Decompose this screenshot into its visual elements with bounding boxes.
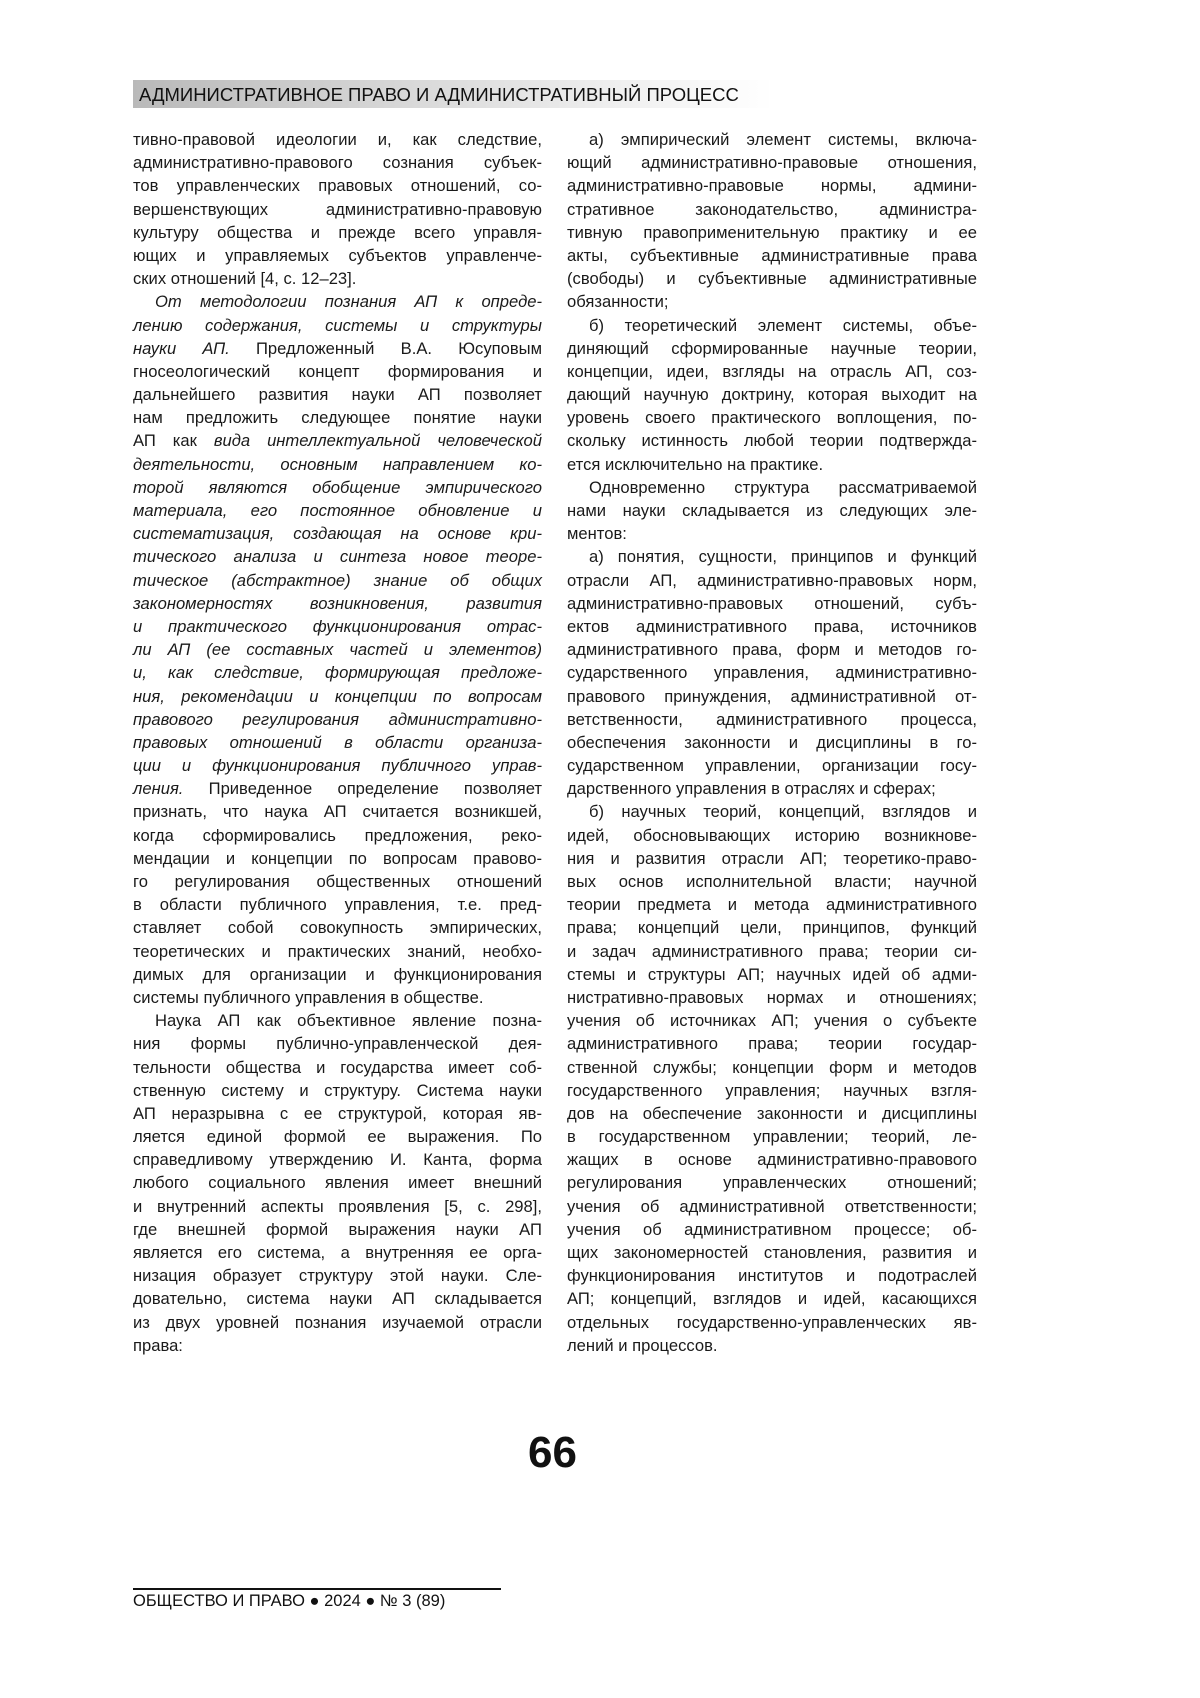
text-segment: гносеологический концепт формирования и	[133, 362, 542, 381]
text-line	[567, 1334, 977, 1357]
text-segment: скольку истинность любой теории подтвержда-	[567, 431, 977, 450]
text-segment: административного права; теории государ-	[567, 1034, 977, 1053]
text-line	[567, 1125, 977, 1148]
text-line	[567, 661, 977, 684]
text-segment: акты, субъективные административные права	[567, 246, 977, 265]
text-line	[133, 1125, 542, 1148]
italic-text: вида интеллектуальной человеческой	[214, 431, 542, 450]
text-segment: отрасли АП, административно-правовых норм,	[567, 571, 977, 590]
text-line	[567, 1218, 977, 1241]
text-line	[567, 290, 977, 313]
text-segment: административного права, форм и методов го-	[567, 640, 977, 659]
text-segment: в области публичного управления, т.е. пред-	[133, 895, 542, 914]
text-segment: и задач административного права; теории си-	[567, 942, 977, 961]
text-segment: нистративно-правовых нормах и отношениях;	[567, 988, 977, 1007]
text-segment: Приведенное определение позволяет	[183, 779, 542, 798]
text-segment: ектов административного права, источников	[567, 617, 977, 636]
text-line	[133, 800, 542, 823]
text-segment: тельности общества и государства имеет соб-	[133, 1058, 542, 1077]
text-line	[567, 1102, 977, 1125]
text-line	[133, 1009, 542, 1032]
italic-text: деятельности, основным направлением ко-	[133, 455, 542, 474]
text-segment: ветственности, административного процесса,	[567, 710, 977, 729]
text-segment: и внутренний аспекты проявления [5, с. 298],	[133, 1197, 542, 1216]
text-line	[567, 429, 977, 452]
text-segment: лений и процессов.	[567, 1336, 718, 1355]
text-segment: ющий административно-правовые отношения,	[567, 153, 977, 172]
text-line	[567, 406, 977, 429]
italic-text: материала, его постоянное обновление и	[133, 501, 542, 520]
text-segment: где внешней формой выражения науки АП	[133, 1220, 542, 1239]
text-segment: ния и развития отрасли АП; теоретико-право-	[567, 849, 977, 868]
text-segment: димых для организации и функционирования	[133, 965, 542, 984]
text-line	[133, 940, 542, 963]
text-line	[133, 870, 542, 893]
text-segment: регулирования управленческих отношений;	[567, 1173, 977, 1192]
text-line	[133, 198, 542, 221]
text-segment: Наука АП как объективное явление позна-	[155, 1011, 542, 1030]
text-line	[133, 916, 542, 939]
text-line	[133, 128, 542, 151]
text-line	[567, 1264, 977, 1287]
paragraph	[133, 1009, 542, 1357]
text-line	[567, 986, 977, 1009]
text-segment: признать, что наука АП считается возникшей,	[133, 802, 542, 821]
text-line	[567, 685, 977, 708]
text-segment: учения об административном процессе; об-	[567, 1220, 977, 1239]
text-line	[567, 314, 977, 337]
text-line	[133, 499, 542, 522]
text-line	[567, 940, 977, 963]
text-line	[567, 476, 977, 499]
italic-text: тическое (абстрактное) знание об общих	[133, 571, 542, 590]
text-segment: Одновременно структура рассматриваемой	[589, 478, 977, 497]
text-line	[133, 522, 542, 545]
text-line	[133, 406, 542, 429]
text-segment: ственную систему и структуру. Система науки	[133, 1081, 542, 1100]
text-segment: довательно, система науки АП складывается	[133, 1289, 542, 1308]
text-line	[133, 453, 542, 476]
text-segment: функционирования институтов и подотраслей	[567, 1266, 977, 1285]
text-line	[133, 824, 542, 847]
text-segment: нами науки складывается из следующих эле-	[567, 501, 977, 520]
text-line	[133, 592, 542, 615]
section-header	[133, 80, 773, 108]
text-line	[567, 267, 977, 290]
text-line	[133, 1079, 542, 1102]
text-segment: концепции, идеи, взгляды на отрасль АП, соз-	[567, 362, 977, 381]
text-segment: диняющий сформированные научные теории,	[567, 339, 977, 358]
text-line	[133, 777, 542, 800]
text-segment: из двух уровней познания изучаемой отрасли	[133, 1313, 542, 1332]
text-segment: системы публичного управления в обществе.	[133, 988, 484, 1007]
text-line	[133, 1102, 542, 1125]
text-segment: а) понятия, сущности, принципов и функций	[589, 547, 977, 566]
text-line	[133, 1311, 542, 1334]
text-line	[567, 893, 977, 916]
text-segment: (свободы) и субъективные административные	[567, 269, 977, 288]
text-line	[567, 1079, 977, 1102]
text-line	[133, 1171, 542, 1194]
text-line	[567, 1195, 977, 1218]
text-segment: стративное законодательство, администра-	[567, 200, 977, 219]
text-segment: низация образует структуру этой науки. Сле-	[133, 1266, 542, 1285]
text-line	[567, 800, 977, 823]
text-line	[133, 221, 542, 244]
italic-text: ния, рекомендации и концепции по вопросам	[133, 687, 542, 706]
text-segment: учения об административной ответственности;	[567, 1197, 977, 1216]
text-line	[567, 545, 977, 568]
text-line	[133, 615, 542, 638]
text-line	[133, 1287, 542, 1310]
text-line	[567, 174, 977, 197]
italic-text: систематизация, создающая на основе кри-	[133, 524, 542, 543]
text-segment: АП неразрывна с ее структурой, которая яв-	[133, 1104, 542, 1123]
italic-text: ли АП (ее составных частей и элементов)	[133, 640, 542, 659]
text-segment: ния формы публично-управленческой дея-	[133, 1034, 542, 1053]
text-line	[133, 986, 542, 1009]
text-line	[133, 1032, 542, 1055]
text-segment: стемы и структуры АП; научных идей об адми-	[567, 965, 977, 984]
text-segment: тивно-правовой идеологии и, как следствие,	[133, 130, 542, 149]
text-line	[133, 1241, 542, 1264]
text-segment: справедливому утверждению И. Канта, форма	[133, 1150, 542, 1169]
text-line	[567, 754, 977, 777]
italic-text: и, как следствие, формирующая предложе-	[133, 663, 542, 682]
text-line	[133, 685, 542, 708]
text-segment: правового принуждения, административной от-	[567, 687, 977, 706]
text-line	[567, 847, 977, 870]
paragraph	[567, 476, 977, 546]
text-segment: щих закономерностей становления, развития и	[567, 1243, 977, 1262]
text-line	[133, 963, 542, 986]
text-segment: культуру общества и прежде всего управля-	[133, 223, 542, 242]
text-segment: ется исключительно на практике.	[567, 455, 823, 474]
text-segment: права:	[133, 1336, 183, 1355]
text-line	[567, 916, 977, 939]
text-line	[567, 1171, 977, 1194]
text-segment: права; концепций цели, принципов, функций	[567, 918, 977, 937]
text-segment: тивную правоприменительную практику и ее	[567, 223, 977, 242]
text-line	[133, 337, 542, 360]
text-segment: сударственного управления, административно-	[567, 663, 977, 682]
italic-text: торой являются обобщение эмпирического	[133, 478, 542, 497]
paragraph	[133, 290, 542, 1009]
text-segment: го регулирования общественных отношений	[133, 872, 542, 891]
text-line	[133, 1056, 542, 1079]
text-line	[567, 824, 977, 847]
text-line	[133, 244, 542, 267]
italic-text: лению содержания, системы и структуры	[133, 316, 542, 335]
text-segment: сударственном управлении, организации госу-	[567, 756, 977, 775]
text-segment: теоретических и практических знаний, необхо-	[133, 942, 542, 961]
right-column	[567, 128, 977, 1357]
italic-text: От методологии познания АП к опреде-	[155, 292, 542, 311]
text-line	[567, 221, 977, 244]
text-line	[133, 754, 542, 777]
text-line	[133, 1264, 542, 1287]
text-segment: ставляет собой совокупность эмпирических,	[133, 918, 542, 937]
italic-text: тического анализа и синтеза новое теоре-	[133, 547, 542, 566]
text-line	[567, 569, 977, 592]
text-line	[567, 777, 977, 800]
text-line	[133, 1218, 542, 1241]
text-line	[133, 290, 542, 313]
text-segment: АП; концепций, взглядов и идей, касающихся	[567, 1289, 977, 1308]
text-segment: любого социального явления имеет внешний	[133, 1173, 542, 1192]
text-line	[133, 847, 542, 870]
text-line	[133, 569, 542, 592]
text-line	[133, 383, 542, 406]
journal-footer: ОБЩЕСТВО И ПРАВО ● 2024 ● № 3 (89)	[133, 1592, 445, 1611]
text-line	[133, 151, 542, 174]
text-segment: ментов:	[567, 524, 627, 543]
text-segment: административно-правовые нормы, админи-	[567, 176, 977, 195]
text-line	[133, 1148, 542, 1171]
text-line	[567, 1241, 977, 1264]
text-segment: в государственном управлении; теорий, ле-	[567, 1127, 977, 1146]
italic-text: правовых отношений в области организа-	[133, 733, 542, 752]
text-line	[567, 963, 977, 986]
text-line	[567, 128, 977, 151]
text-line	[567, 592, 977, 615]
text-line	[567, 1009, 977, 1032]
section-title: АДМИНИСТРАТИВНОЕ ПРАВО И АДМИНИСТРАТИВНЫЙ ПРОЦЕСС	[139, 84, 739, 106]
text-segment: административно-правового сознания субъек-	[133, 153, 542, 172]
text-line	[133, 638, 542, 661]
text-line	[567, 870, 977, 893]
text-line	[567, 1056, 977, 1079]
text-segment: уровень своего практического воплощения, по-	[567, 408, 977, 427]
text-segment: Предложенный В.А. Юсуповым	[230, 339, 542, 358]
text-segment: дов на обеспечение законности и дисциплины	[567, 1104, 977, 1123]
text-line	[133, 314, 542, 337]
text-line	[567, 337, 977, 360]
text-segment: обязанности;	[567, 292, 669, 311]
text-line	[567, 1287, 977, 1310]
text-segment: отдельных государственно-управленческих яв-	[567, 1313, 977, 1332]
text-line	[567, 522, 977, 545]
text-line	[133, 708, 542, 731]
text-line	[133, 267, 542, 290]
text-line	[567, 360, 977, 383]
text-line	[133, 174, 542, 197]
page-number: 66	[528, 1428, 577, 1478]
text-segment: жащих в основе административно-правового	[567, 1150, 977, 1169]
text-line	[567, 383, 977, 406]
italic-text: правового регулирования административно-	[133, 710, 542, 729]
text-line	[133, 661, 542, 684]
text-segment: когда сформировались предложения, реко-	[133, 826, 542, 845]
text-line	[133, 360, 542, 383]
text-segment: государственного управления; научных взгля-	[567, 1081, 977, 1100]
text-line	[133, 1195, 542, 1218]
paragraph	[567, 128, 977, 314]
text-segment: б) теоретический элемент системы, объе-	[589, 316, 977, 335]
text-line	[567, 708, 977, 731]
paragraph	[567, 314, 977, 476]
text-line	[567, 151, 977, 174]
text-segment: дальнейшего развития науки АП позволяет	[133, 385, 542, 404]
text-line	[567, 453, 977, 476]
text-line	[133, 545, 542, 568]
text-line	[133, 429, 542, 452]
text-line	[133, 476, 542, 499]
text-line	[133, 1334, 542, 1357]
text-segment: идей, обосновывающих историю возникнове-	[567, 826, 977, 845]
text-segment: мендации и концепции по вопросам правово-	[133, 849, 542, 868]
text-segment: является его система, а внутренняя ее орга-	[133, 1243, 542, 1262]
text-line	[133, 731, 542, 754]
text-line	[567, 638, 977, 661]
italic-text: ления.	[133, 779, 183, 798]
footer-divider	[133, 1588, 501, 1590]
text-line	[567, 499, 977, 522]
left-column	[133, 128, 542, 1357]
text-segment: учения об источниках АП; учения о субъекте	[567, 1011, 977, 1030]
text-line	[133, 893, 542, 916]
italic-text: ции и функционирования публичного управ-	[133, 756, 542, 775]
text-line	[567, 198, 977, 221]
italic-text: закономерностях возникновения, развития	[133, 594, 542, 613]
text-segment: АП как	[133, 431, 214, 450]
text-segment: нам предложить следующее понятие науки	[133, 408, 542, 427]
text-segment: ственной службы; концепции форм и методов	[567, 1058, 977, 1077]
text-line	[567, 244, 977, 267]
text-line	[567, 1311, 977, 1334]
text-line	[567, 1032, 977, 1055]
text-line	[567, 1148, 977, 1171]
text-segment: дающий научную доктрину, которая выходит на	[567, 385, 977, 404]
text-segment: тов управленческих правовых отношений, со-	[133, 176, 542, 195]
paragraph	[567, 800, 977, 1357]
text-line	[567, 731, 977, 754]
text-segment: обеспечения законности и дисциплины в го-	[567, 733, 977, 752]
text-segment: дарственного управления в отраслях и сферах;	[567, 779, 936, 798]
text-segment: ющих и управляемых субъектов управленче-	[133, 246, 542, 265]
text-segment: ляется единой формой ее выражения. По	[133, 1127, 542, 1146]
text-line	[567, 615, 977, 638]
paragraph	[133, 128, 542, 290]
italic-text: и практического функционирования отрас-	[133, 617, 542, 636]
text-segment: административно-правовых отношений, субъ-	[567, 594, 977, 613]
text-segment: а) эмпирический элемент системы, включа-	[589, 130, 977, 149]
text-segment: вершенствующих административно-правовую	[133, 200, 542, 219]
italic-text: науки АП.	[133, 339, 230, 358]
text-segment: ских отношений [4, с. 12–23].	[133, 269, 356, 288]
paragraph	[567, 545, 977, 800]
text-segment: б) научных теорий, концепций, взглядов и	[589, 802, 977, 821]
text-segment: теории предмета и метода административного	[567, 895, 977, 914]
text-segment: вых основ исполнительной власти; научной	[567, 872, 977, 891]
